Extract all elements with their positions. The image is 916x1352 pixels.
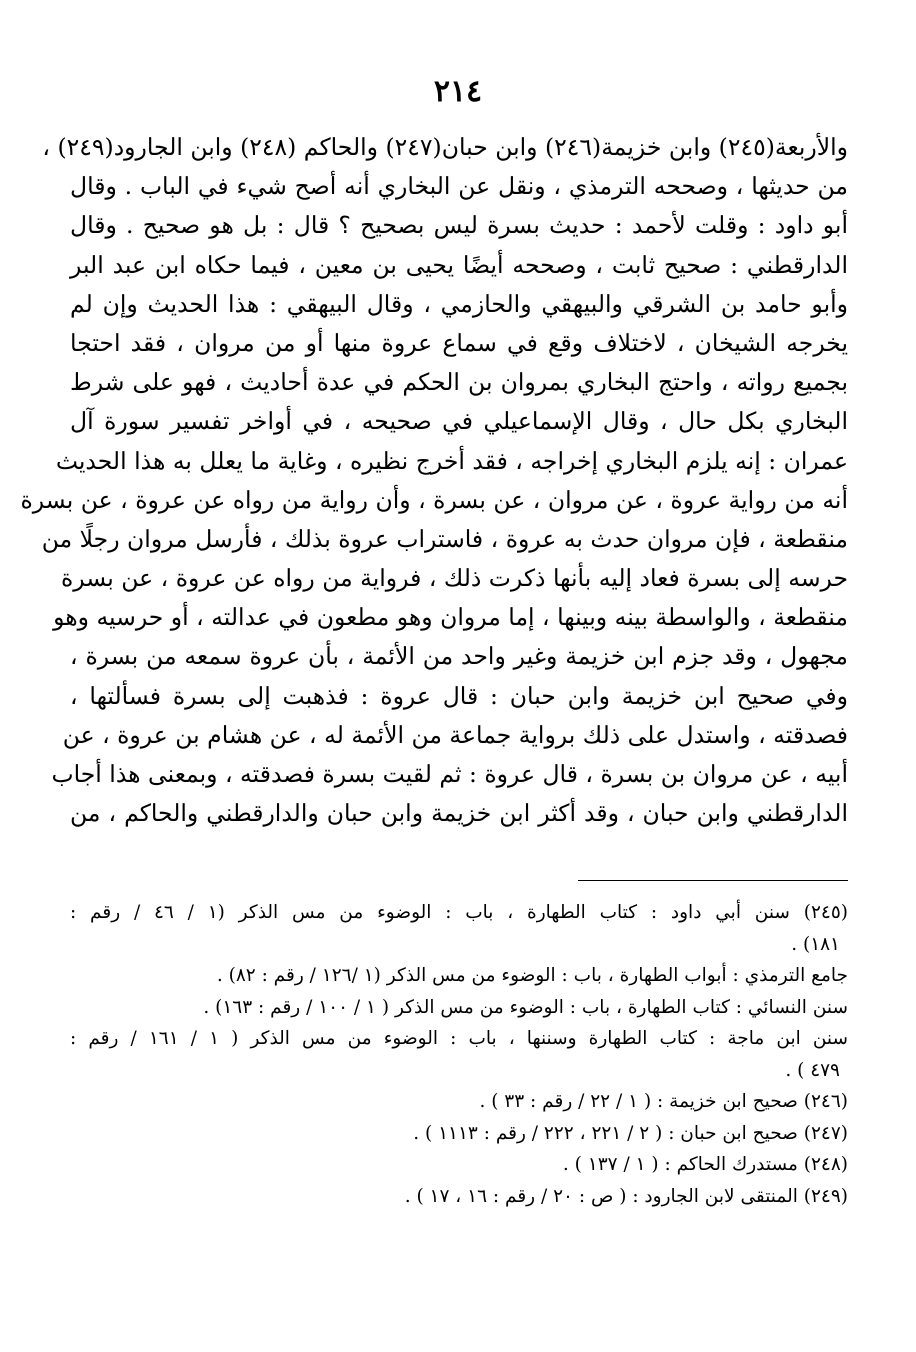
footnote-line: (٢٤٥) سنن أبي داود : كتاب الطهارة ، باب : الوضوء من مس الذكر (١ / ٤٦ / رقم : — [70, 902, 848, 923]
text-line: يخرجه الشيخان ، لاختلاف وقع في سماع عروة منها أو من مروان ، فقد احتجا — [70, 328, 848, 357]
text-line: مجهول ، وقد جزم ابن خزيمة وغير واحد من الأئمة ، بأن عروة سمعه من بسرة ، — [70, 642, 848, 671]
text-line: أبيه ، عن مروان بن بسرة ، قال عروة : ثم لقيت بسرة فصدقته ، وبمعنى هذا أجاب — [51, 760, 848, 788]
text-line: الدارقطني : صحيح ثابت ، وصححه أيضًا يحيى بن معين ، فيما حكاه ابن عبد البر — [70, 250, 848, 279]
footnote-line: ٤٧٩ ) . — [785, 1059, 840, 1081]
text-line: بجميع رواته ، واحتج البخاري بمروان بن الحكم في عدة أحاديث ، فهو على شرط — [70, 368, 848, 397]
text-line: منقطعة ، والواسطة بينه وبينها ، إما مروان وهو مطعون في عدالته ، أو حرسيه وهو — [53, 603, 848, 632]
text-line: والأربعة(٢٤٥) وابن خزيمة(٢٤٦) وابن حبان(٢٤٧) والحاكم (٢٤٨) وابن الجارود(٢٤٩) ، — [42, 133, 848, 161]
main-text — [20, 128, 848, 833]
text-line: منقطعة ، فإن مروان حدث به عروة ، فاستراب عروة بذلك ، فأرسل مروان رجلًا من — [41, 524, 848, 553]
text-line: أنه من رواية عروة ، عن مروان ، عن بسرة ، وأن رواية من رواه عن عروة ، عن بسرة — [20, 485, 848, 514]
text-line: عمران : إنه يلزم البخاري إخراجه ، فقد أخرج نظيره ، وغاية ما يعلل به هذا الحديث — [55, 446, 848, 475]
text-line: البخاري بكل حال ، وقال الإسماعيلي في صحيحه ، في أواخر تفسير سورة آل — [70, 407, 848, 436]
footnotes — [70, 897, 848, 1212]
footnote-line: (٢٤٨) مستدرك الحاكم : ( ١ / ١٣٧ ) . — [562, 1154, 848, 1175]
text-line: أبو داود : وقلت لأحمد : حديث بسرة ليس بصحيح ؟ قال : بل هو صحيح . وقال — [70, 211, 848, 240]
footnote-line: (٢٤٩) المنتقى لابن الجارود : ( ص : ٢٠ / رقم : ١٦ ، ١٧ ) . — [404, 1185, 848, 1207]
footnote-line: سنن النسائي : كتاب الطهارة ، باب : الوضوء من مس الذكر ( ١ / ١٠٠ / رقم : ١٦٣) . — [203, 996, 848, 1018]
page-number: ٢١٤ — [433, 74, 483, 109]
text-line: فصدقته ، واستدل على ذلك برواية جماعة من الأئمة له ، عن هشام بن عروة ، عن — [62, 720, 848, 749]
footnote-line: سنن ابن ماجة : كتاب الطهارة وسننها ، باب : الوضوء من مس الذكر ( ١ / ١٦١ / رقم : — [70, 1028, 848, 1049]
footnote-line: ١٨١) . — [791, 933, 840, 955]
text-line: وفي صحيح ابن خزيمة وابن حبان : قال عروة : فذهبت إلى بسرة فسألتها ، — [70, 681, 848, 710]
text-line: حرسه إلى بسرة فعاد إليه بأنها ذكرت ذلك ، فرواية من رواه عن عروة ، عن بسرة — [61, 564, 848, 593]
footnote-line: (٢٤٧) صحيح ابن حبان : ( ٢ / ٢٢١ ، ٢٢٢ / رقم : ١١١٣ ) . — [413, 1122, 848, 1144]
text-line: من حديثها ، وصححه الترمذي ، ونقل عن البخاري أنه أصح شيء في الباب . وقال — [70, 172, 848, 201]
footnote-divider — [578, 880, 848, 881]
footnote-line: جامع الترمذي : أبواب الطهارة ، باب : الوضوء من مس الذكر (١ /١٢٦ / رقم : ٨٢) . — [216, 965, 848, 986]
text-line: الدارقطني وابن حبان ، وقد أكثر ابن خزيمة وابن حبان والدارقطني والحاكم ، من — [70, 799, 848, 828]
text-line: وأبو حامد بن الشرقي والبيهقي والحازمي ، وقال البيهقي : هذا الحديث وإن لم — [70, 289, 848, 318]
footnote-line: (٢٤٦) صحيح ابن خزيمة : ( ١ / ٢٢ / رقم : ٣٣ ) . — [479, 1091, 848, 1112]
